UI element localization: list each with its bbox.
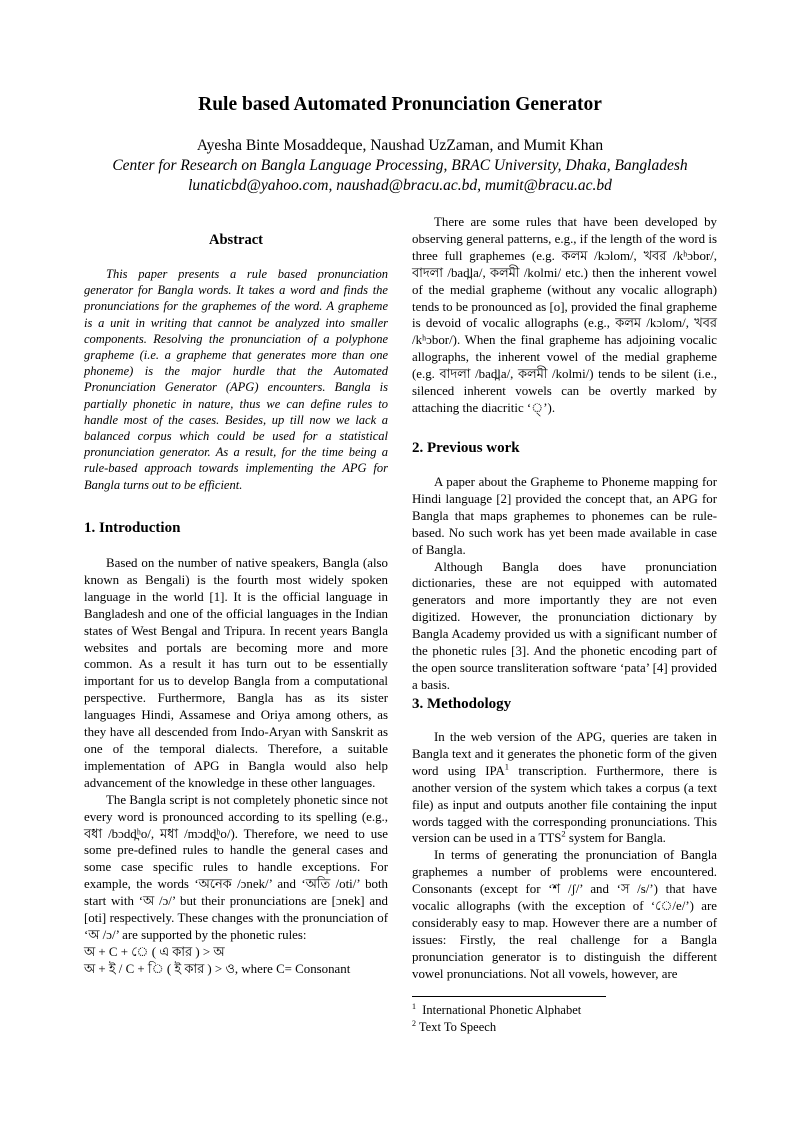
text-run: transcription. Furthermore, there is another version of the system which takes a corpus (a text file) as input and outputs another file containing the input words tagged with the corresponding pronunciations. This version can be used in a TTS [412, 763, 717, 846]
abstract-paragraph: This paper presents a rule based pronunciation generator for Bangla words. It takes a word and finds the pronunciations for the graphemes of the word. A grapheme is a unit in writing that cannot be analyzed into smaller components. Resolving the pronunciation of a polyphone grapheme (i.e. a grapheme that generates more than one phoneme) is the major hurdle that the Automated Pronunciation Generator (APG) encounters. Bangla is partially phonetic in nature, thus we can define rules to handle most of the cases. Besides, up till now we lack a balanced corpus which could be used for a statistical pronunciation generator. As a result, for the time being a rule-based approach towards implementing the APG for Bangla turns out to be efficient. [84, 267, 388, 492]
footnote [412, 1003, 581, 1018]
section-heading-methodology: 3. Methodology [412, 696, 512, 712]
paragraph [412, 729, 717, 847]
author-emails: lunaticbd@yahoo.com, naushad@bracu.ac.bd, mumit@bracu.ac.bd [188, 177, 612, 194]
text-run: In the web version of the APG, queries are taken in Bangla text and it generates the phonetic form of the given word using IPA [412, 730, 717, 778]
affiliation: Center for Research on Bangla Language Processing, BRAC University, Dhaka, Bangladesh [112, 157, 688, 174]
previous-work-body [412, 474, 717, 694]
methodology-body [412, 729, 717, 983]
paragraph: There are some rules that have been developed by observing general patterns, e.g., if the length of the word is three full graphemes (e.g. কলম /kɔlom/, খবর /kʰɔbor/, বাদলা /bad̪la/, কলমী /kolmi/ etc.) then the inherent vowel of the medial grapheme (without any vocalic allograph) tends to be pronounced as [o], provided the final grapheme is devoid of vocalic allographs (e.g., কলম /kɔlom/, খবর /kʰɔbor/). When the final grapheme has adjoining vocalic allographs, the inherent vowel of the medial grapheme (e.g. বাদলা /bad̪la/, কলমী /kolmi/) tends to be silent (i.e., silenced inherent vowels can be overtly marked by attaching the diacritic ‘্’). [412, 215, 717, 415]
abstract-heading: Abstract [209, 232, 263, 248]
footnote-mark: 1 [412, 1001, 416, 1011]
footnote-ref: 1 [504, 761, 510, 772]
right-column-intro [412, 214, 717, 417]
paragraph: Based on the number of native speakers, Bangla (also known as Bengali) is the fourth most widely spoken language in the world [1]. It is the official language in Bangladesh and one of the official languages in the Indian states of West Bengal and Tripura. In recent years Bangla websites and portals are becoming more and more common. As a result it has turn out to be essentially important for us to develop Bangla from a computational perspective. Furthermore, Bangla has as its sister languages Hindi, Assamese and Oriya among others, as they have all descended from Indo-Aryan with Sanskrit as one of the temporal dialects. Therefore, a suitable implementation of APG in Bangla would also help advancement of the knowledge in these other languages. [84, 556, 388, 790]
section-heading-introduction: 1. Introduction [84, 520, 181, 536]
footnote-ref: 2 [561, 829, 566, 840]
section-heading-previous-work: 2. Previous work [412, 440, 520, 456]
author-block [0, 136, 800, 196]
footnote-text: International Phonetic Alphabet [422, 1003, 582, 1017]
author-names: Ayesha Binte Mosaddeque, Naushad UzZaman, and Mumit Khan [196, 137, 604, 154]
footnote [412, 1020, 496, 1035]
footnote-text: Text To Speech [418, 1020, 497, 1034]
introduction-body [84, 555, 388, 978]
phonetic-rule: অ + ই / C + ি ( ই কার ) > ও, where C= Consonant [84, 961, 351, 976]
paragraph: In terms of generating the pronunciation of Bangla graphemes a number of problems were encountered. Consonants (except for ‘শ /ʃ/’ and ‘স /s/’) that have vocalic allographs (with the exception of ‘ে/e/’) are considerably easy to map. However there are a number of issues: Firstly, the real challenge for a Bangla pronunciation generator is to distinguish the different vowel pronunciations. Not all vowels, however, are [412, 848, 717, 981]
phonetic-rule: অ + C + ে ( এ কার ) > অ [84, 944, 225, 959]
paper-title: Rule based Automated Pronunciation Generator [198, 94, 602, 115]
footnote-divider [412, 996, 606, 997]
paragraph: The Bangla script is not completely phonetic since not every word is pronounced according to its spelling (e.g., বধা /bɔdd̪ʰo/, মধা /mɔdd̪ʰo/). Therefore, we need to use some pre-defined rules to handle the general cases and some case specific rules to handle exceptions. For example, the words ‘অনেক /ɔnek/’ and ‘অতি /oti/’ both start with ‘অ /ɔ/’ but their pronunciations are [ɔnek] and [oti] respectively. These changes with the pronunciation of ‘অ /ɔ/’ are supported by the phonetic rules: [84, 792, 388, 942]
paragraph: Although Bangla does have pronunciation dictionaries, these are not equipped with automated generators and more importantly they are not even digitized. However, the pronunciation dictionary by Bangla Academy provided us with a significant number of the phonetic rules [3]. And the phonetic encoding part of the open source transliteration software ‘pata’ [4] provided a basis. [412, 559, 717, 692]
abstract-body [84, 266, 388, 493]
paragraph: A paper about the Grapheme to Phoneme mapping for Hindi language [2] provided the concept that, an APG for Bangla that maps graphemes to phonemes can be rule-based. No such work has yet been made available in case of Bangla. [412, 475, 717, 557]
footnote-mark: 2 [412, 1018, 416, 1028]
text-run: system for Bangla. [565, 831, 666, 846]
